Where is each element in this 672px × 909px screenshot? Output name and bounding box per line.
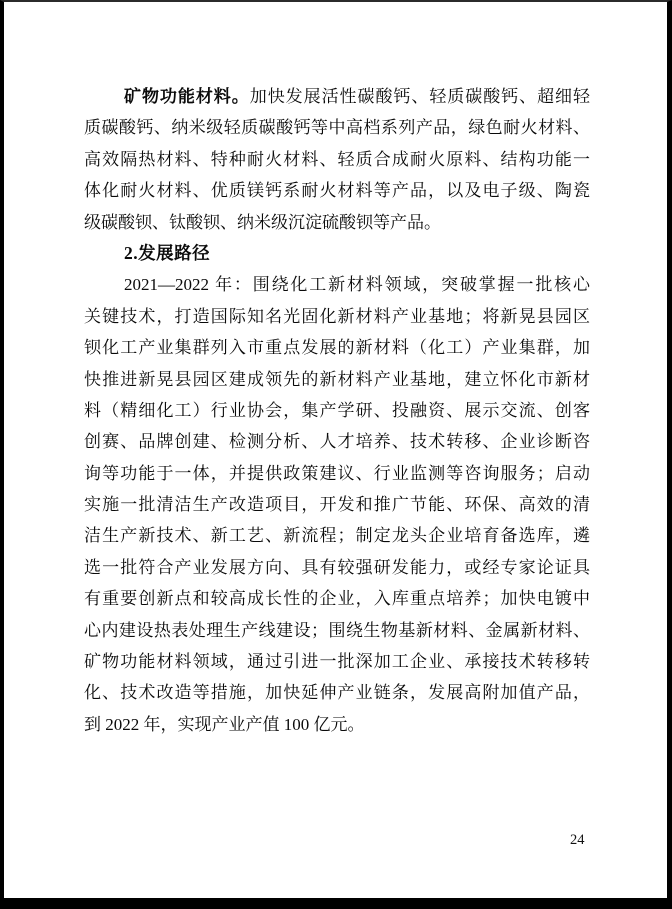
paragraph-development-path-2021-2022-line: 矿物功能材料领域，通过引进一批深加工企业、承接技术转移转 bbox=[84, 652, 590, 672]
bold-run: 矿物功能材料。 bbox=[124, 87, 250, 106]
paragraph-development-path-2021-2022-line: 洁生产新技术、新工艺、新流程；制定龙头企业培育备选库，遴 bbox=[84, 526, 590, 546]
heading-development-path-line bbox=[84, 238, 590, 269]
paragraph-development-path-2021-2022-line: 化、技术改造等措施，加快延伸产业链条，发展高附加值产品， bbox=[84, 683, 590, 703]
paragraph-development-path-2021-2022-line: 2021—2022 年：围绕化工新材料领域，突破掌握一批核心 bbox=[124, 275, 590, 295]
paragraph-development-path-2021-2022-line: 关键技术，打造国际知名光固化新材料产业基地；将新晃县园区 bbox=[84, 306, 590, 326]
bold-run: 2.发展路径 bbox=[124, 242, 211, 263]
paragraph-mineral-functional-materials-line: 高效隔热材料、特种耐火材料、轻质合成耐火原料、结构功能一 bbox=[84, 149, 590, 169]
paragraph-development-path-2021-2022-line: 到 2022 年，实现产业产值 100 亿元。 bbox=[84, 714, 365, 734]
paragraph-mineral-functional-materials-line: 质碳酸钙、纳米级轻质碳酸钙等中高档系列产品，绿色耐火材料、 bbox=[84, 118, 590, 138]
paragraph-development-path-2021-2022-line: 选一批符合产业发展方向、具有较强研发能力，或经专家论证具 bbox=[84, 557, 590, 577]
paragraph-development-path-2021-2022-line: 询等功能于一体，并提供政策建议、行业监测等咨询服务；启动 bbox=[84, 463, 590, 483]
paragraph-development-path-2021-2022-line: 钡化工产业集群列入市重点发展的新材料（化工）产业集群，加 bbox=[84, 338, 590, 358]
paragraph-mineral-functional-materials-line: 级碳酸钡、钛酸钡、纳米级沉淀硫酸钡等产品。 bbox=[84, 212, 441, 232]
paragraph-mineral-functional-materials-line: 矿物功能材料。加快发展活性碳酸钙、轻质碳酸钙、超细轻 bbox=[124, 87, 590, 106]
paragraph-development-path-2021-2022-line: 创赛、品牌创建、检测分析、人才培养、技术转移、企业诊断咨 bbox=[84, 432, 590, 452]
paragraph-development-path-2021-2022-line: 有重要创新点和较高成长性的企业，入库重点培养；加快电镀中 bbox=[84, 589, 590, 609]
page-number: 24 bbox=[570, 832, 585, 848]
text-column bbox=[84, 81, 590, 740]
paragraph-development-path-2021-2022-line: 实施一批清洁生产改造项目，开发和推广节能、环保、高效的清 bbox=[84, 495, 590, 515]
paragraph-mineral-functional-materials-line: 体化耐火材料、优质镁钙系耐火材料等产品，以及电子级、陶瓷 bbox=[84, 181, 590, 201]
paragraph-development-path-2021-2022-line: 快推进新晃县园区建成领先的新材料产业基地，建立怀化市新材 bbox=[84, 369, 590, 389]
paragraph-development-path-2021-2022-line: 料（精细化工）行业协会，集产学研、投融资、展示交流、创客 bbox=[84, 400, 590, 420]
paragraph-development-path-2021-2022-line: 心内建设热表处理生产线建设；围绕生物基新材料、金属新材料、 bbox=[84, 620, 590, 640]
